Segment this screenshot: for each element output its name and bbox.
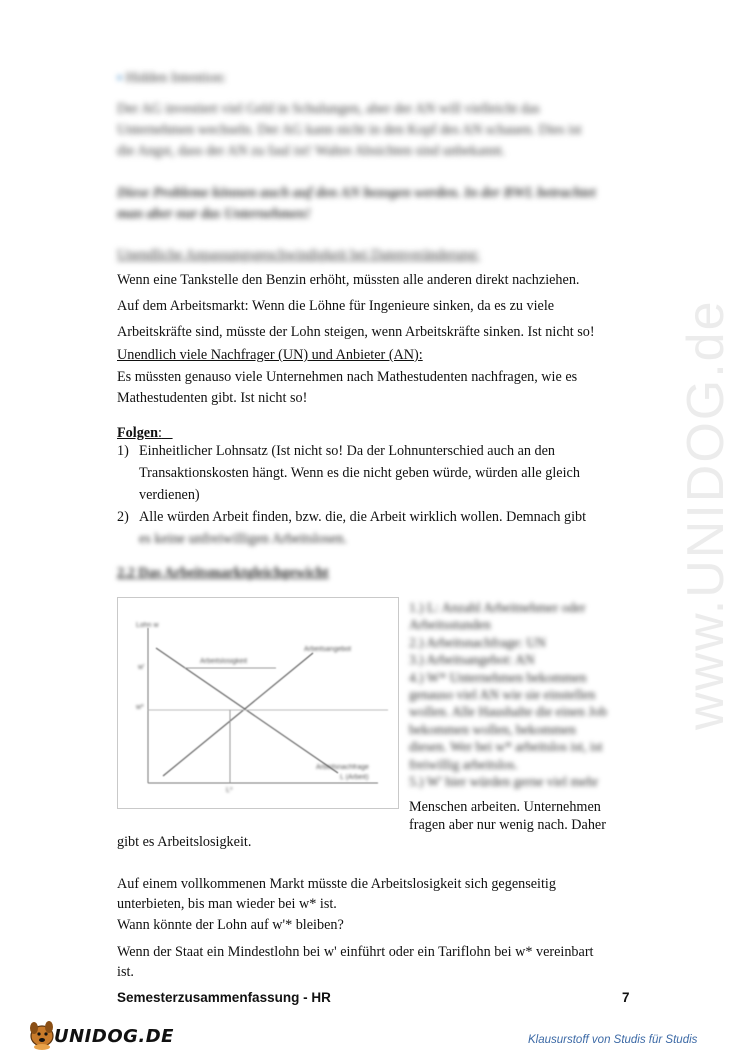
blurred-heading [117,68,226,89]
list-item-line: Transaktionskosten hängt. Wenn es die nicht geben würde, würden alle gleich [139,465,580,481]
slogan: Klausurstoff von Studis für Studis [528,1034,698,1046]
side-note-line: 5.) W' hier würden gerne viel mehr [409,774,599,790]
blurred-emphasis-line: man aber nur das Unternehmen! [117,206,311,222]
side-note-line: bekommen wollen, bekommen [409,721,576,737]
paragraph: Auf dem Arbeitsmarkt: Wenn die Löhne für Ingenieure sinken, da es zu viele [117,298,555,314]
side-note-clear-line: fragen aber nur wenig nach. Daher [409,817,606,833]
blurred-line: Der AG investiert viel Geld in Schulungen, aber der AN will vielleicht das [117,101,540,117]
list-item-line: Alle würden Arbeit finden, bzw. die, die Arbeit wirklich wollen. Demnach gibt [139,509,587,525]
paragraph: Wenn eine Tankstelle den Benzin erhöht, müssten alle anderen direkt nachziehen. [117,272,580,288]
list-item-blurred-line: es keine unfreiwilligen Arbeitslosen. [139,531,348,547]
blurred-emphasis-line: Diese Probleme können auch auf den AN bezogen werden. In der BWL betrachtet [117,185,596,201]
side-note-line: Arbeitsstunden [409,617,491,633]
paragraph: ist. [117,964,134,980]
supply-label: Arbeitsangebot [304,646,352,653]
side-note-line: diesen. Wer bei w* arbeitslos ist, ist [409,739,603,755]
folgen-heading: Folgen [117,425,158,441]
y-axis-label: Lohn w [136,622,159,629]
paragraph: Arbeitskräfte sind, müsste der Lohn steigen, wenn Arbeitskräfte sinken. Ist nicht so! [117,324,595,340]
side-note-line: freiwillig arbeitslos. [409,756,518,772]
list-item-line: Einheitlicher Lohnsatz (Ist nicht so! Da der Lohnunterschied auch an den [139,443,556,459]
side-note-line: 1.) L: Anzahl Arbeitnehmer oder [409,600,586,615]
footer-title: Semesterzusammenfassung - HR [117,990,331,1005]
list-number: 2) [117,509,129,525]
blurred-line: Unternehmen wechseln. Der AG kann nicht in den Kopf des AN schauen. Dies ist [117,122,582,138]
paragraph: Mathestudenten gibt. Ist nicht so! [117,390,308,406]
demand-label: Arbeitsnachfrage [316,764,369,771]
wprime-label: w' [138,664,145,671]
side-note-line: genauso viel AN wie sie einstellen [409,687,596,703]
list-number: 1) [117,443,129,459]
logo-text: UNIDOG.DE [54,1026,174,1047]
paragraph: Es müssten genauso viele Unternehmen nach Mathestudenten nachfragen, wie es [117,369,578,385]
blurred-subheading: Unendliche Anpassungsgeschwindigkeit bei Datenveränderung: [117,247,480,263]
supply-curve [163,653,313,776]
bullet-icon: ▪ [117,70,123,86]
side-note-line: 3.) Arbeitsangebot: AN [409,652,535,668]
lstar-label: L* [226,787,233,794]
unemployment-label: Arbeitslosigkeit [200,658,248,665]
folgen-colon: : [157,425,162,441]
page-number: 7 [622,990,630,1005]
paragraph: Wann könnte der Lohn auf w'* bleiben? [117,917,344,933]
watermark: www.UNIDOG.de [677,299,735,730]
section-heading: 2.2 Das Arbeitsmarktgleichgewicht [117,565,329,581]
paragraph: Wenn der Staat ein Mindestlohn bei w' einführt oder ein Tariflohn bei w* vereinbart [117,944,594,960]
side-note-clear-line: Menschen arbeiten. Unternehmen [409,799,601,815]
l-label: L (Arbeit) [340,774,369,781]
list-item-line: verdienen) [139,487,200,503]
side-note-line: 2.) Arbeitsnachfrage: UN [409,634,546,650]
side-notes [409,599,607,790]
blurred-line: die Angst, dass der AN zu faul ist! Wahre Absichten sind unbekannt. [117,143,506,159]
wstar-label: w* [136,704,144,711]
side-note-line: 4.) W* Unternehmen bekommen [409,669,587,685]
labor-market-figure [117,597,399,809]
section-subheading: Unendlich viele Nachfrager (UN) und Anbieter (AN): [117,347,423,363]
paragraph: Auf einem vollkommenen Markt müsste die Arbeitslosigkeit sich gegenseitig [117,876,556,892]
hidden-intention-heading: Hidden Intention: [125,70,227,86]
paragraph: gibt es Arbeitslosigkeit. [117,834,252,850]
side-note-line: wollen. Alle Haushalte die einen Job [409,704,607,720]
paragraph: unterbieten, bis man wieder bei w* ist. [117,896,337,912]
